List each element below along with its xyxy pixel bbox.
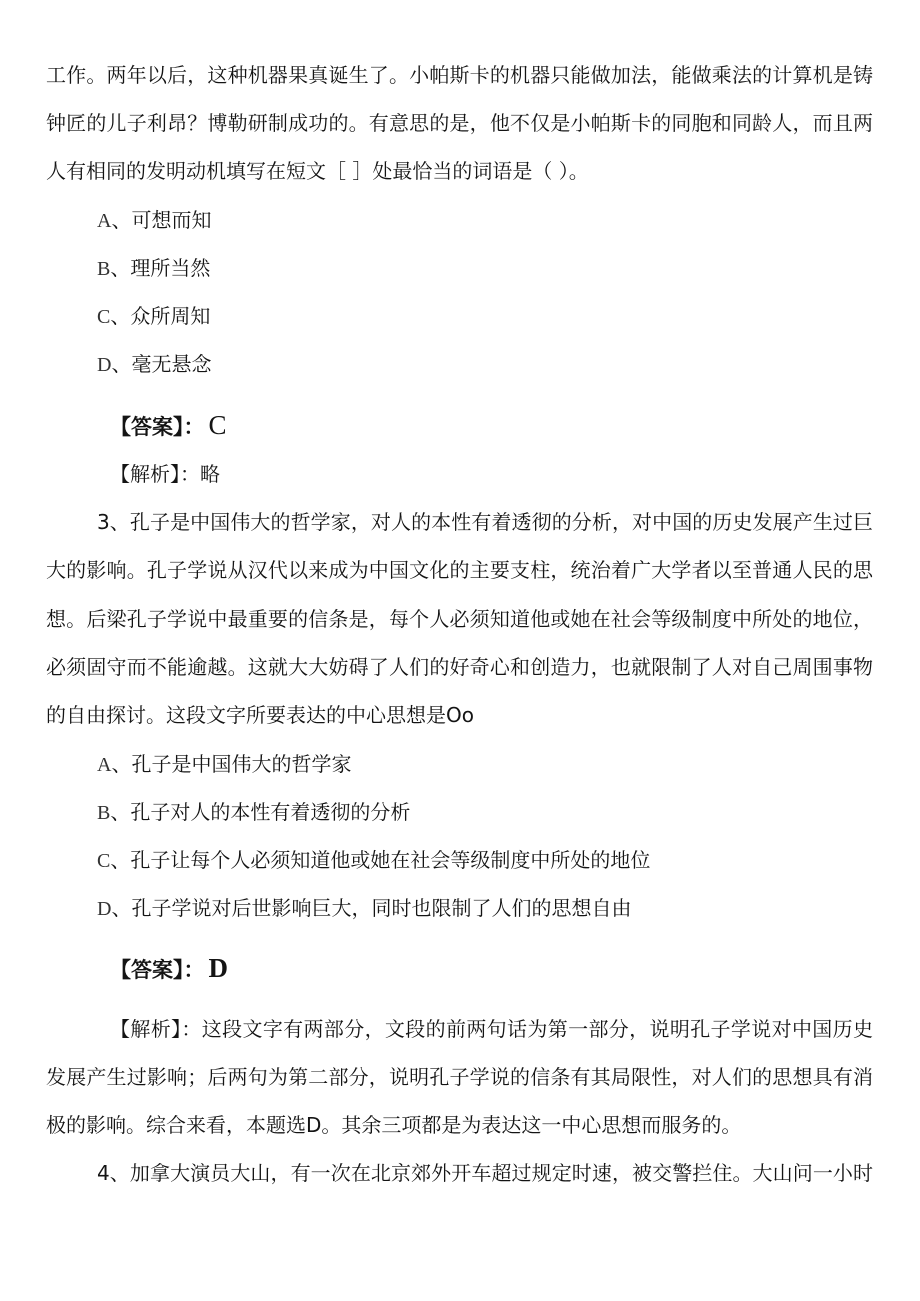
option-separator: 、	[110, 304, 131, 328]
option-text: 孔子对人的本性有着透彻的分析	[130, 800, 411, 824]
option-text: 理所当然	[130, 256, 211, 280]
q3-stem-line: 想。后梁孔子学说中最重要的信条是，每个人必须知道他或她在社会等级制度中所处的地位，	[46, 607, 873, 631]
option-separator: 、	[111, 752, 132, 776]
option-letter: D	[97, 354, 112, 376]
q2-answer	[110, 408, 873, 442]
option-letter: A	[97, 754, 112, 776]
option-text: 孔子让每个人必须知道他或她在社会等级制度中所处的地位	[130, 848, 651, 872]
option-separator: 、	[111, 352, 132, 376]
analysis-separator: ：	[180, 462, 200, 486]
analysis-separator: ：	[181, 1017, 202, 1041]
option-letter: C	[97, 850, 111, 872]
answer-label: 【答案】	[110, 958, 184, 982]
option-text: 众所周知	[130, 304, 211, 328]
q2-stem-line: 人有相同的发明动机填写在短文［ ］处最恰当的词语是（ ）。	[46, 159, 589, 183]
q3-stem-line: 必须固守而不能逾越。这就大大妨碍了人们的好奇心和创造力，也就限制了人对自己周围事物	[46, 655, 873, 679]
option-separator: 、	[111, 208, 132, 232]
answer-separator: ：	[183, 958, 205, 982]
option-letter: B	[97, 802, 111, 824]
option-separator: 、	[111, 896, 132, 920]
q2-option-d	[97, 349, 873, 379]
q3-option-a	[97, 749, 873, 779]
q3-stem-line: 的自由探讨。这段文字所要表达的中心思想是Oo	[46, 703, 474, 727]
q3-analysis-line	[110, 1014, 873, 1044]
q2-option-c	[97, 301, 873, 331]
analysis-label: 【解析】	[110, 1017, 182, 1041]
option-separator: 、	[110, 848, 131, 872]
option-text: 毫无悬念	[131, 352, 212, 376]
answer-separator: ：	[183, 415, 205, 439]
option-separator: 、	[110, 256, 131, 280]
answer-value: C	[208, 410, 227, 440]
option-letter: B	[97, 258, 111, 280]
option-text: 可想而知	[131, 208, 212, 232]
q3-option-c	[97, 845, 873, 875]
q3-option-b	[97, 797, 873, 827]
option-separator: 、	[110, 800, 131, 824]
option-text: 孔子学说对后世影响巨大，同时也限制了人们的思想自由	[131, 896, 632, 920]
analysis-label: 【解析】	[110, 462, 180, 486]
analysis-text: 这段文字有两部分，文段的前两句话为第一部分，说明孔子学说对中国历史	[201, 1017, 873, 1041]
q3-analysis-line: 发展产生过影响；后两句为第二部分，说明孔子学说的信条有其局限性，对人们的思想具有消	[46, 1065, 873, 1089]
q2-option-a	[97, 205, 873, 235]
q2-option-b	[97, 253, 873, 283]
q3-stem-line: 大的影响。孔子学说从汉代以来成为中国文化的主要支柱，统治着广大学者以至普通人民的思	[46, 558, 873, 582]
q2-analysis	[110, 459, 873, 489]
answer-value: D	[208, 953, 228, 983]
option-letter: C	[97, 306, 111, 328]
option-letter: D	[97, 898, 112, 920]
q2-stem-line: 钟匠的儿子利昂？博勒研制成功的。有意思的是，他不仅是小帕斯卡的同胞和同龄人，而且两	[46, 111, 873, 135]
answer-label: 【答案】	[110, 415, 184, 439]
option-letter: A	[97, 210, 112, 232]
q3-answer	[110, 951, 873, 985]
option-text: 孔子是中国伟大的哲学家	[131, 752, 352, 776]
analysis-text: 略	[200, 462, 220, 486]
q4-stem-line: 4、加拿大演员大山，有一次在北京郊外开车超过规定时速，被交警拦住。大山问一小时	[97, 1161, 873, 1185]
q3-option-d	[97, 893, 873, 923]
q3-analysis-line: 极的影响。综合来看，本题选D。其余三项都是为表达这一中心思想而服务的。	[46, 1113, 742, 1137]
q3-stem-line: 3、孔子是中国伟大的哲学家，对人的本性有着透彻的分析，对中国的历史发展产生过巨	[97, 510, 873, 534]
q2-stem-line: 工作。两年以后，这种机器果真诞生了。小帕斯卡的机器只能做加法，能做乘法的计算机是铸	[46, 63, 873, 87]
